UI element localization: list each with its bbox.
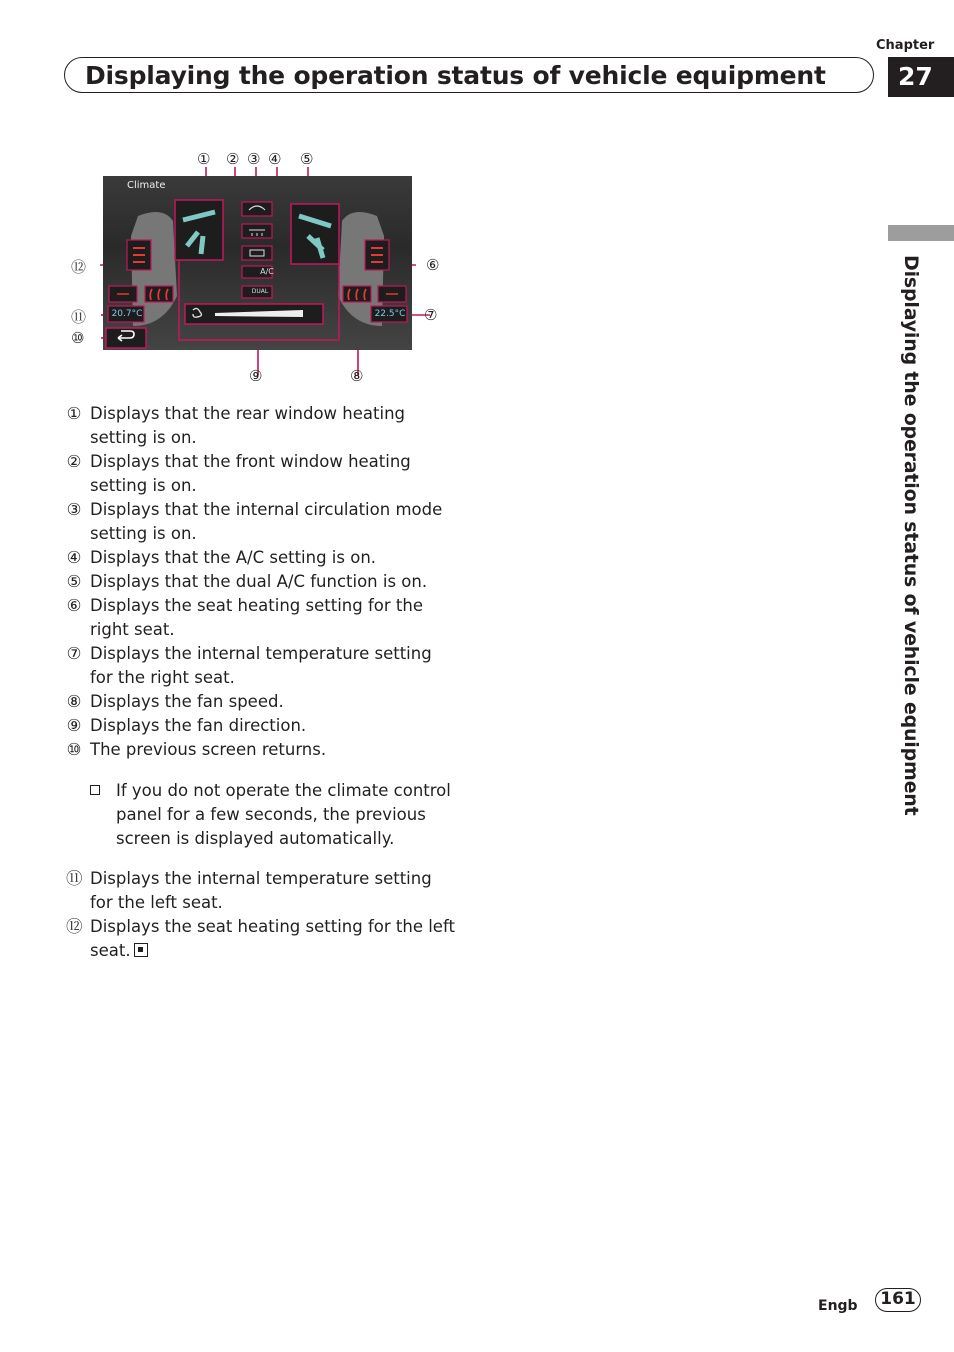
title-bar <box>64 57 874 93</box>
side-tab-text: Displaying the operation status of vehicle equipment <box>900 255 922 816</box>
list-item: ② Displays that the front window heating setting is on. <box>66 452 411 495</box>
dual-label: DUAL <box>251 288 269 295</box>
list-item: ⑩ The previous screen returns. <box>66 740 327 759</box>
callout-3: ③ <box>247 150 261 168</box>
callout-11: ⑪ <box>71 308 87 326</box>
callout-2: ② <box>226 150 240 168</box>
note-checkbox-icon <box>90 785 100 795</box>
list-item: ⑥ Displays the seat heating setting for the right seat. <box>66 596 423 639</box>
list-item: ⑪ Displays the internal temperature setting for the left seat. <box>66 869 432 912</box>
right-temp: 22.5°C <box>374 309 406 319</box>
list-item: ④ Displays that the A/C setting is on. <box>66 548 377 567</box>
callout-7: ⑦ <box>424 306 438 324</box>
note: If you do not operate the climate control panel for a few seconds, the previous screen is displayed automatically. <box>66 779 456 851</box>
end-mark-icon <box>134 943 148 957</box>
climate-figure <box>60 145 460 390</box>
callout-12: ⑫ <box>71 258 87 276</box>
list-item: ⑫ Displays the seat heating setting for the left seat. <box>66 917 455 960</box>
callout-1: ① <box>197 150 211 168</box>
climate-screen-graphic <box>103 176 412 350</box>
chapter-number: 27 <box>888 57 954 97</box>
screen-title: Climate <box>127 180 166 191</box>
left-temp: 20.7°C <box>111 309 143 319</box>
chapter-label: Chapter <box>876 38 935 53</box>
list-item: ① Displays that the rear window heating setting is on. <box>66 404 405 447</box>
callout-9: ⑨ <box>249 367 263 385</box>
page-number: 161 <box>875 1288 921 1312</box>
callout-6: ⑥ <box>426 256 440 274</box>
side-tab-marker <box>888 225 954 241</box>
climate-screen <box>103 176 412 350</box>
ac-label: A/C <box>260 267 274 276</box>
page-title: Displaying the operation status of vehicle equipment <box>85 61 826 90</box>
callout-10: ⑩ <box>71 329 85 347</box>
callout-5: ⑤ <box>300 150 314 168</box>
list-item: ⑧ Displays the fan speed. <box>66 692 284 711</box>
list-item: ⑦ Displays the internal temperature setting for the right seat. <box>66 644 432 687</box>
list-item: ⑨ Displays the fan direction. <box>66 716 307 735</box>
callout-4: ④ <box>268 150 282 168</box>
legend-list <box>66 402 456 963</box>
footer-language: Engb <box>818 1298 858 1314</box>
list-item: ③ Displays that the internal circulation mode setting is on. <box>66 500 443 543</box>
callout-8: ⑧ <box>350 367 364 385</box>
list-item: ⑤ Displays that the dual A/C function is on. <box>66 572 428 591</box>
